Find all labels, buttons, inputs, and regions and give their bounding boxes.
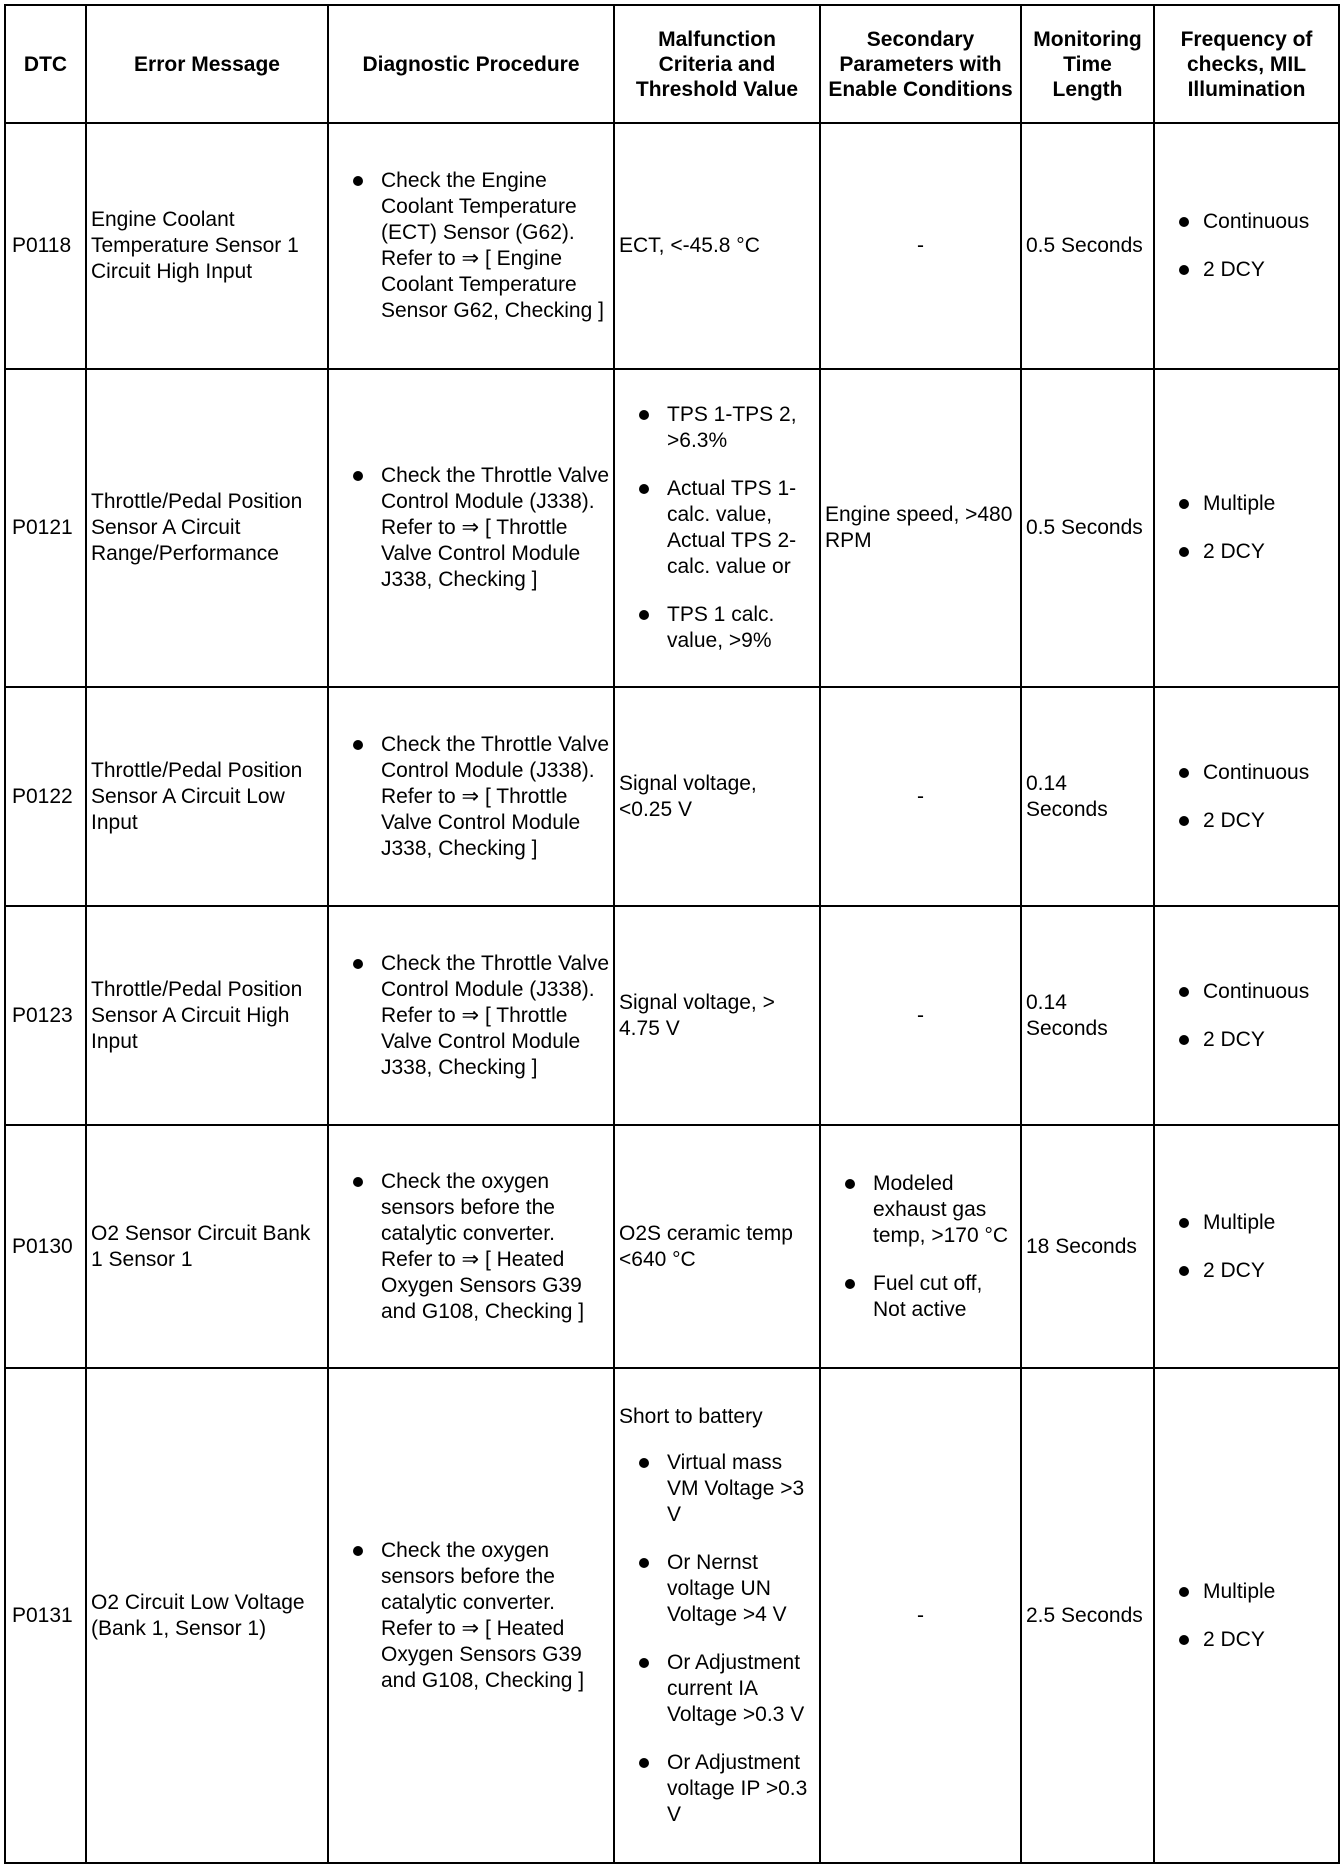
secondary-parameters: - bbox=[820, 687, 1021, 906]
secondary-parameters bbox=[820, 1125, 1021, 1368]
header-monitoring-time: Monitoring Time Length bbox=[1021, 5, 1154, 123]
frequency-cell bbox=[1154, 687, 1339, 906]
dtc-code: P0131 bbox=[5, 1368, 86, 1863]
diagnostic-procedure bbox=[328, 123, 614, 369]
frequency-cell bbox=[1154, 1125, 1339, 1368]
malfunction-intro: Short to battery bbox=[619, 1404, 763, 1428]
frequency-cell bbox=[1154, 369, 1339, 687]
error-message: Throttle/Pedal Position Sensor A Circuit Low Input bbox=[86, 687, 328, 906]
header-diagnostic-procedure: Diagnostic Procedure bbox=[328, 5, 614, 123]
malfunction-criteria bbox=[614, 1368, 820, 1863]
frequency-item: Continuous bbox=[1159, 209, 1334, 235]
procedure-item: Check the Throttle Valve Control Module (J338). Refer to ⇒ [ Throttle Valve Control Module J338, Checking ] bbox=[333, 732, 609, 862]
dtc-table bbox=[4, 4, 1340, 1864]
table-row bbox=[5, 369, 1339, 687]
frequency-item: Continuous bbox=[1159, 979, 1334, 1005]
dtc-code: P0122 bbox=[5, 687, 86, 906]
secondary-item: Modeled exhaust gas temp, >170 °C bbox=[825, 1171, 1016, 1249]
header-frequency: Frequency of checks, MIL Illumination bbox=[1154, 5, 1339, 123]
frequency-cell bbox=[1154, 1368, 1339, 1863]
monitoring-time: 2.5 Seconds bbox=[1021, 1368, 1154, 1863]
table-row bbox=[5, 123, 1339, 369]
secondary-parameters: - bbox=[820, 1368, 1021, 1863]
frequency-item: 2 DCY bbox=[1159, 539, 1334, 565]
frequency-item: 2 DCY bbox=[1159, 1027, 1334, 1053]
dtc-code: P0121 bbox=[5, 369, 86, 687]
malfunction-criteria: Signal voltage, > 4.75 V bbox=[614, 906, 820, 1125]
malfunction-criteria: Signal voltage, <0.25 V bbox=[614, 687, 820, 906]
frequency-item: 2 DCY bbox=[1159, 808, 1334, 834]
table-row bbox=[5, 1125, 1339, 1368]
malfunction-item: Or Adjustment voltage IP >0.3 V bbox=[619, 1750, 815, 1828]
dtc-code: P0118 bbox=[5, 123, 86, 369]
header-error-message: Error Message bbox=[86, 5, 328, 123]
malfunction-item: Actual TPS 1-calc. value, Actual TPS 2-calc. value or bbox=[619, 476, 815, 580]
error-message: Throttle/Pedal Position Sensor A Circuit High Input bbox=[86, 906, 328, 1125]
secondary-parameters: Engine speed, >480 RPM bbox=[820, 369, 1021, 687]
table-row bbox=[5, 1368, 1339, 1863]
frequency-cell bbox=[1154, 123, 1339, 369]
procedure-item: Check the Throttle Valve Control Module (J338). Refer to ⇒ [ Throttle Valve Control Module J338, Checking ] bbox=[333, 951, 609, 1081]
procedure-item: Check the oxygen sensors before the catalytic converter. Refer to ⇒ [ Heated Oxygen Sensors G39 and G108, Checking ] bbox=[333, 1169, 609, 1325]
diagnostic-procedure bbox=[328, 906, 614, 1125]
malfunction-criteria: O2S ceramic temp <640 °C bbox=[614, 1125, 820, 1368]
secondary-parameters: - bbox=[820, 123, 1021, 369]
frequency-item: 2 DCY bbox=[1159, 257, 1334, 283]
table-row bbox=[5, 906, 1339, 1125]
table-row bbox=[5, 687, 1339, 906]
dtc-code: P0123 bbox=[5, 906, 86, 1125]
frequency-item: Multiple bbox=[1159, 1210, 1334, 1236]
error-message: Engine Coolant Temperature Sensor 1 Circuit High Input bbox=[86, 123, 328, 369]
header-row bbox=[5, 5, 1339, 123]
frequency-item: Multiple bbox=[1159, 491, 1334, 517]
header-dtc: DTC bbox=[5, 5, 86, 123]
secondary-item: Fuel cut off, Not active bbox=[825, 1271, 1016, 1323]
dtc-code: P0130 bbox=[5, 1125, 86, 1368]
header-malfunction-criteria: Malfunction Criteria and Threshold Value bbox=[614, 5, 820, 123]
dtc-table-sheet bbox=[4, 4, 1340, 1864]
malfunction-item: Or Adjustment current IA Voltage >0.3 V bbox=[619, 1650, 815, 1728]
monitoring-time: 0.14 Seconds bbox=[1021, 687, 1154, 906]
error-message: O2 Sensor Circuit Bank 1 Sensor 1 bbox=[86, 1125, 328, 1368]
diagnostic-procedure bbox=[328, 369, 614, 687]
diagnostic-procedure bbox=[328, 687, 614, 906]
error-message: Throttle/Pedal Position Sensor A Circuit Range/Performance bbox=[86, 369, 328, 687]
error-message: O2 Circuit Low Voltage (Bank 1, Sensor 1) bbox=[86, 1368, 328, 1863]
monitoring-time: 0.5 Seconds bbox=[1021, 123, 1154, 369]
secondary-parameters: - bbox=[820, 906, 1021, 1125]
frequency-item: 2 DCY bbox=[1159, 1258, 1334, 1284]
diagnostic-procedure bbox=[328, 1125, 614, 1368]
procedure-item: Check the Throttle Valve Control Module (J338). Refer to ⇒ [ Throttle Valve Control Module J338, Checking ] bbox=[333, 463, 609, 593]
monitoring-time: 18 Seconds bbox=[1021, 1125, 1154, 1368]
frequency-item: 2 DCY bbox=[1159, 1627, 1334, 1653]
procedure-item: Check the oxygen sensors before the catalytic converter. Refer to ⇒ [ Heated Oxygen Sensors G39 and G108, Checking ] bbox=[333, 1538, 609, 1694]
monitoring-time: 0.5 Seconds bbox=[1021, 369, 1154, 687]
diagnostic-procedure bbox=[328, 1368, 614, 1863]
procedure-item: Check the Engine Coolant Temperature (ECT) Sensor (G62). Refer to ⇒ [ Engine Coolant Temperature Sensor G62, Checking ] bbox=[333, 168, 609, 324]
malfunction-item: TPS 1 calc. value, >9% bbox=[619, 602, 815, 654]
frequency-item: Multiple bbox=[1159, 1579, 1334, 1605]
malfunction-item: TPS 1-TPS 2, >6.3% bbox=[619, 402, 815, 454]
frequency-cell bbox=[1154, 906, 1339, 1125]
malfunction-criteria: ECT, <-45.8 °C bbox=[614, 123, 820, 369]
malfunction-item: Virtual mass VM Voltage >3 V bbox=[619, 1450, 815, 1528]
malfunction-item: Or Nernst voltage UN Voltage >4 V bbox=[619, 1550, 815, 1628]
frequency-item: Continuous bbox=[1159, 760, 1334, 786]
header-secondary-parameters: Secondary Parameters with Enable Conditions bbox=[820, 5, 1021, 123]
monitoring-time: 0.14 Seconds bbox=[1021, 906, 1154, 1125]
malfunction-criteria bbox=[614, 369, 820, 687]
